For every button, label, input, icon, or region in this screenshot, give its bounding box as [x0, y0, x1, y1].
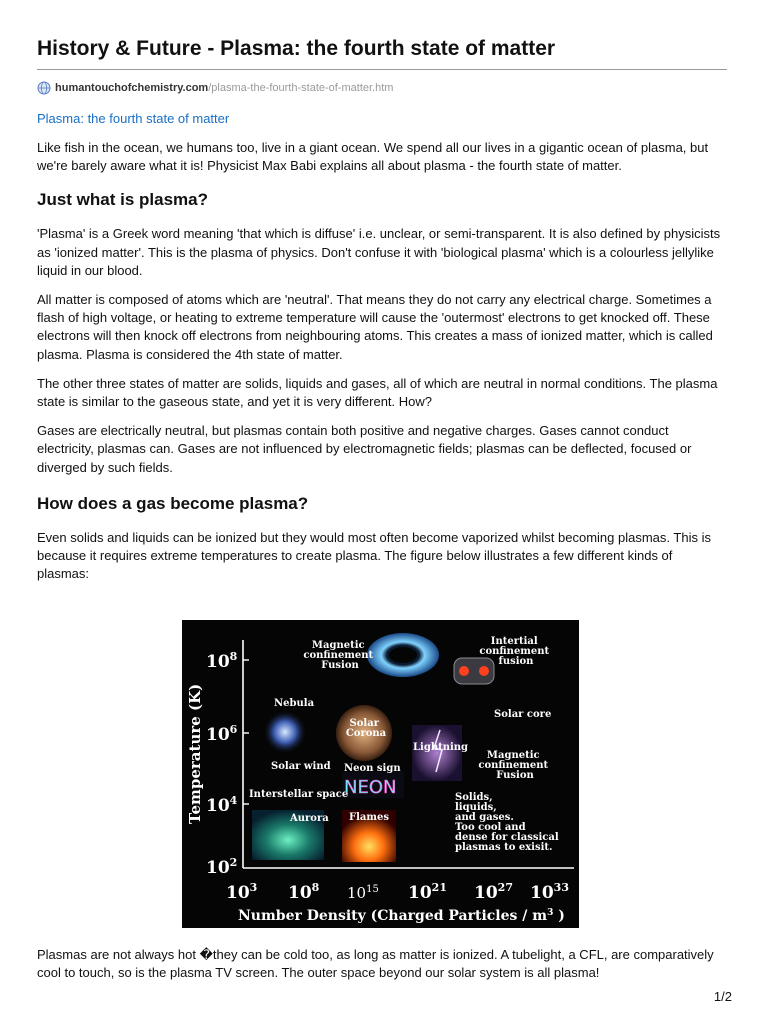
source-line [37, 80, 727, 96]
label-solar-corona: Solar Corona [345, 718, 387, 739]
paragraph: 'Plasma' is a Greek word meaning 'that which is diffuse' i.e. unclear, or semi-transparent. It is also defined by physicists as 'ionized matter'. This is the plasma of physics. Don't confuse it with 'biological plasma' which is a colourless jellylike liquid in our blood. [37, 226, 721, 278]
article-link[interactable]: Plasma: the fourth state of matter [37, 111, 230, 126]
label-nebula: Nebula [274, 698, 315, 709]
paragraph: All matter is composed of atoms which are 'neutral'. That means they do not carry any electrical charge. Sometimes a flash of high voltage, or heating to extreme temperature will cause the 'outermost' electrons to get knocked off. These electrons will then knock off electrons from neighbouring atoms. This creates a mass of ionized matter, which is called plasma. Plasma is considered the 4th state of matter. [37, 292, 713, 362]
y-tick-label: $10^8$ [206, 650, 238, 672]
closing-paragraph: Plasmas are not always hot �they can be cold too, as long as matter is ionized. A tubelight, a CFL, are comparatively cool to touch, so is the plasma TV screen. The outer space beyond our solar system is all plasma! [37, 947, 714, 981]
y-tick-label: $10^2$ [206, 856, 238, 878]
globe-icon [37, 81, 51, 95]
plasma-diagram-figure [182, 620, 579, 928]
x-tick-label: $10^8$ [288, 881, 320, 903]
page-number: 1/2 [713, 989, 732, 1004]
label-magnetic-fusion-1: Magnetic confinement Fusion [303, 640, 374, 671]
label-lightning: Lightning [413, 742, 469, 753]
lightning-image [412, 725, 462, 781]
source-path[interactable]: /plasma-the-fourth-state-of-matter.htm [208, 82, 394, 94]
label-interstellar-space: Interstellar space [249, 789, 349, 800]
paragraph: Even solids and liquids can be ionized but they would most often become vaporized whilst becoming plasmas. This is because it requires extreme temperatures to create plasma. The figure below illustrates a few different kinds of plasmas: [37, 529, 711, 582]
label-solids-liquids-gases: Solids, liquids, and gases. Too cool and dense for classical plasmas to exisit. [455, 792, 559, 853]
paragraph: Gases are electrically neutral, but plasmas contain both positive and negative charges. Gases cannot conduct electricity, plasmas can. Gases are not influenced by electromagnetic fields; plasmas can be deflected, focused or diverged by such fields. [37, 423, 692, 475]
source-domain[interactable]: humantouchofchemistry.com [55, 82, 209, 94]
intro-paragraph: Like fish in the ocean, we humans too, live in a giant ocean. We spend all our lives in a gigantic ocean of plasma, but we're barely aware what it is! Physicist Max Babi explains all about plasma - the fourth state of matter. [37, 140, 709, 174]
x-tick-label: $10^{15}$ [347, 884, 379, 902]
neon-sign-text: NEON [344, 777, 397, 798]
x-axis-label: Number Density (Charged Particles / $m^3$ ) [238, 908, 565, 924]
x-tick-label: $10^{33}$ [530, 881, 569, 903]
document-page [37, 0, 727, 583]
nebula-image [263, 710, 307, 754]
section-heading-what-is-plasma: Just what is plasma? [37, 190, 208, 210]
label-magnetic-fusion-2: Magnetic confinement Fusion [478, 750, 549, 781]
inertial-fusion-chamber-image [454, 658, 494, 684]
label-neon-sign: Neon sign [344, 763, 401, 774]
y-tick-label: $10^4$ [206, 794, 238, 816]
label-inertial-fusion: Intertial confinement fusion [479, 636, 550, 667]
label-solar-wind: Solar wind [271, 761, 331, 772]
page-title: History & Future - Plasma: the fourth state of matter [37, 0, 727, 70]
label-solar-core: Solar core [494, 709, 552, 720]
y-tick-label: $10^6$ [206, 723, 238, 745]
y-axis-label: Temperature (K) [186, 683, 204, 824]
x-tick-label: $10^3$ [226, 881, 258, 903]
label-flames: Flames [349, 812, 389, 823]
section-heading-gas-become-plasma: How does a gas become plasma? [37, 493, 309, 513]
label-aurora: Aurora [290, 813, 329, 824]
x-tick-label: $10^{21}$ [408, 881, 447, 903]
paragraph: The other three states of matter are solids, liquids and gases, all of which are neutral in normal conditions. The plasma state is similar to the gaseous state, and yet it is very different. How? [37, 375, 718, 410]
x-tick-label: $10^{27}$ [474, 881, 513, 903]
